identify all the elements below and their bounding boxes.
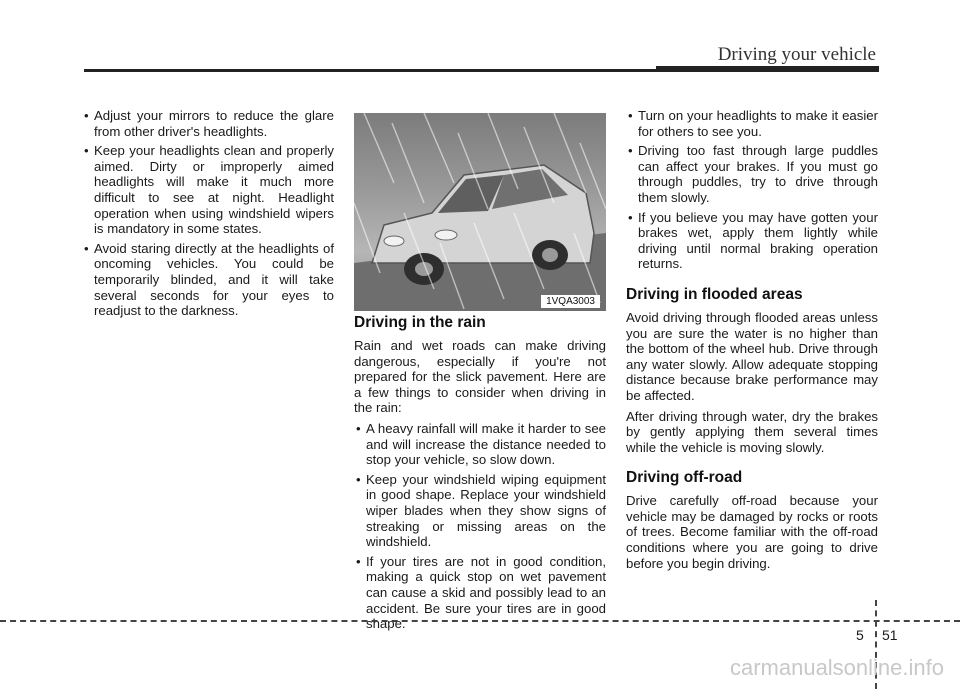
footer-rule bbox=[0, 620, 960, 622]
offroad-paragraph: Drive carefully off-road because your vehicle may be damaged by rocks or roots of trees. Become familiar with the off-road conditions where you are going to drive before you begin driving. bbox=[626, 493, 878, 571]
header-title: Driving your vehicle bbox=[717, 44, 876, 65]
list-item: • If you believe you may have gotten your brakes wet, apply them lightly while driving until normal braking operation returns. bbox=[626, 210, 878, 272]
car-in-rain-drawing bbox=[354, 113, 606, 311]
visibility-tips-list bbox=[626, 108, 878, 272]
column-left bbox=[82, 108, 334, 323]
list-item: • Driving too fast through large puddles can affect your brakes. If you must go through puddles, try to drive through them slowly. bbox=[626, 143, 878, 205]
flooded-paragraph-1: Avoid driving through flooded areas unless you are sure the water is no higher than the bottom of the wheel hub. Drive through any water slowly. Allow adequate stopping distance because brake performance may be affected. bbox=[626, 309, 878, 403]
glare-tips-list bbox=[82, 108, 334, 319]
figure-code-label: 1VQA3003 bbox=[541, 295, 600, 308]
header-rule-accent bbox=[656, 66, 879, 72]
list-item: • Turn on your headlights to make it easier for others to see you. bbox=[626, 108, 878, 139]
list-item: • If your tires are not in good condition, making a quick stop on wet pavement can cause a skid and possibly lead to an accident. Be sure your tires are in good shape. bbox=[354, 554, 606, 632]
list-item: • Adjust your mirrors to reduce the glare from other driver's headlights. bbox=[82, 108, 334, 139]
column-middle bbox=[354, 314, 606, 636]
list-item: • A heavy rainfall will make it harder to see and will increase the distance needed to stop your vehicle, so slow down. bbox=[354, 421, 606, 468]
list-item: • Keep your headlights clean and properly aimed. Dirty or improperly aimed headlights will make it much more difficult to see at night. Headlight operation when using windshield wipers is mandatory in some states. bbox=[82, 143, 334, 237]
rain-heading: Driving in the rain bbox=[354, 314, 486, 331]
offroad-heading: Driving off-road bbox=[626, 469, 743, 487]
column-right bbox=[626, 108, 878, 576]
watermark: carmanualsonline.info bbox=[729, 655, 944, 680]
list-item: • Keep your windshield wiping equipment in good shape. Replace your windshield wiper blades when they show signs of streaking or missing areas on the windshield. bbox=[354, 472, 606, 550]
rain-intro: Rain and wet roads can make driving dangerous, especially if you're not prepared for the slick pavement. Here are a few things to consider when driving in the rain: bbox=[354, 338, 606, 416]
rain-tips-list bbox=[354, 421, 606, 632]
list-item: • Avoid staring directly at the headlights of oncoming vehicles. You could be temporarily blinded, and it will take several seconds for your eyes to readjust to the darkness. bbox=[82, 241, 334, 319]
chapter-number: 5 bbox=[856, 627, 864, 643]
page-number: 51 bbox=[882, 627, 898, 643]
rain-car-illustration bbox=[354, 113, 606, 311]
flooded-paragraph-2: After driving through water, dry the brakes by gently applying them several times while the vehicle is moving slowly. bbox=[626, 408, 878, 455]
flooded-heading: Driving in flooded areas bbox=[626, 285, 803, 303]
